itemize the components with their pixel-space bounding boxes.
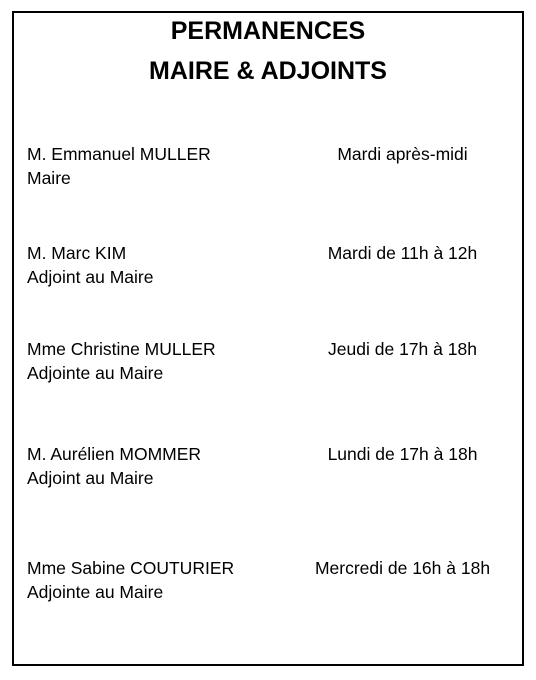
entry-name-2: M. Marc KIM: [27, 243, 127, 263]
entry-schedule-5: Mercredi de 16h à 18h: [314, 558, 491, 578]
entry-name-1: M. Emmanuel MULLER: [27, 144, 211, 164]
entry-role-2: Adjoint au Maire: [27, 267, 154, 287]
entry-role-3: Adjointe au Maire: [27, 363, 164, 383]
page-title-line-1: PERMANENCES: [170, 17, 366, 45]
entry-schedule-2: Mardi de 11h à 12h: [327, 243, 478, 263]
entry-schedule-3: Jeudi de 17h à 18h: [328, 339, 477, 359]
entry-name-5: Mme Sabine COUTURIER: [27, 558, 235, 578]
entry-name-4: M. Aurélien MOMMER: [27, 444, 202, 464]
page-title-line-2: MAIRE & ADJOINTS: [149, 57, 387, 85]
entry-role-5: Adjointe au Maire: [27, 582, 164, 602]
entry-schedule-4: Lundi de 17h à 18h: [327, 444, 478, 464]
entry-schedule-1: Mardi après-midi: [337, 144, 468, 164]
entry-role-1: Maire: [27, 168, 71, 188]
entry-role-4: Adjoint au Maire: [27, 468, 154, 488]
entry-name-3: Mme Christine MULLER: [27, 339, 216, 359]
